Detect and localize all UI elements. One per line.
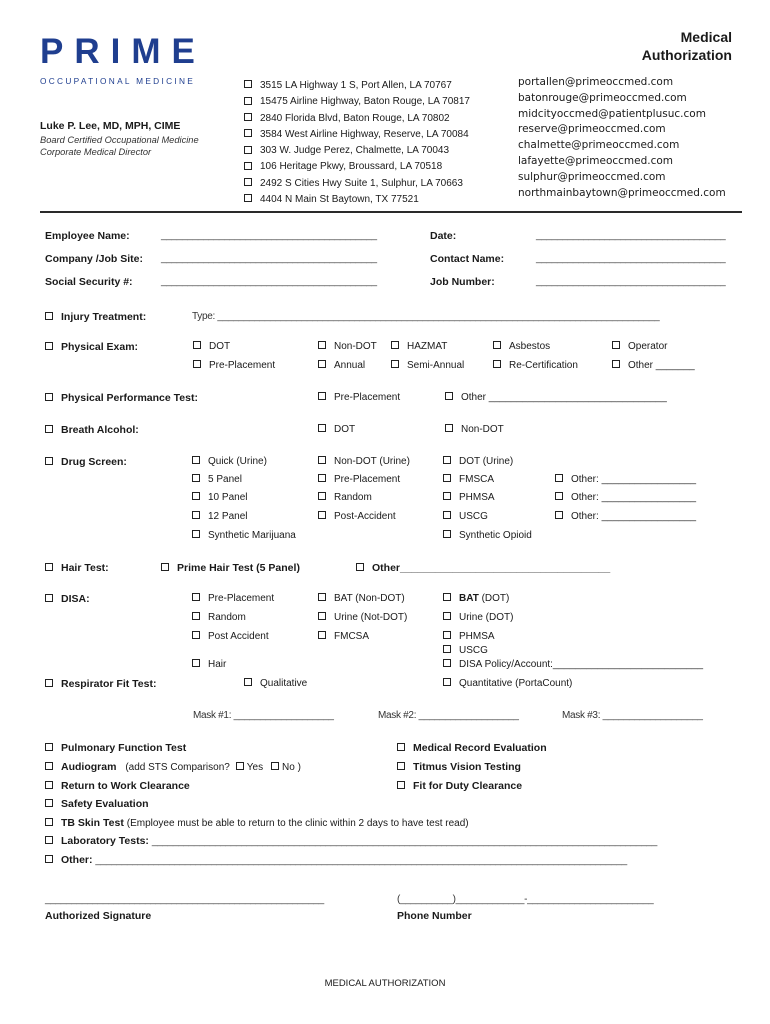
medical-record-evaluation-option[interactable]: Medical Record Evaluation xyxy=(397,742,547,754)
checkbox[interactable] xyxy=(318,492,326,500)
checkbox[interactable] xyxy=(244,678,252,686)
clinic-address-list xyxy=(244,78,470,208)
checkbox[interactable] xyxy=(192,612,200,620)
checkbox[interactable] xyxy=(192,511,200,519)
physical-exam-option[interactable]: Physical Exam: xyxy=(45,341,138,353)
mask-2-field[interactable]: Mask #2: ___________________ xyxy=(378,710,519,721)
audiogram-no-checkbox[interactable] xyxy=(271,762,279,770)
address-item[interactable]: 15475 Airline Highway, Baton Rouge, LA 70817 xyxy=(244,94,470,110)
checkbox[interactable] xyxy=(397,781,405,789)
disa-uscg-option[interactable]: USCG xyxy=(443,645,488,656)
physical-dot-option[interactable]: DOT xyxy=(193,341,230,352)
drug-synthetic-marijuana-option[interactable]: Synthetic Marijuana xyxy=(192,530,296,541)
doctor-title-2: Corporate Medical Director xyxy=(40,147,152,157)
checkbox[interactable] xyxy=(193,341,201,349)
drug-synthetic-opioid-option[interactable]: Synthetic Opioid xyxy=(443,530,532,541)
email-link[interactable]: reserve@primeoccmed.com xyxy=(518,123,666,136)
email-link[interactable]: portallen@primeoccmed.com xyxy=(518,76,674,88)
email-link[interactable]: sulphur@primeoccmed.com xyxy=(518,170,666,183)
checkbox[interactable] xyxy=(244,178,252,186)
physical-annual-option[interactable]: Annual xyxy=(318,360,365,371)
checkbox[interactable] xyxy=(192,593,200,601)
checkbox[interactable] xyxy=(318,341,326,349)
drug-pre-placement-option[interactable]: Pre-Placement xyxy=(318,474,400,485)
checkbox[interactable] xyxy=(244,146,252,154)
checkbox[interactable] xyxy=(445,392,453,400)
checkbox[interactable] xyxy=(391,341,399,349)
checkbox[interactable] xyxy=(443,645,451,653)
checkbox[interactable] xyxy=(318,612,326,620)
checkbox[interactable] xyxy=(45,836,53,844)
checkbox[interactable] xyxy=(612,341,620,349)
hair-test-option[interactable]: Hair Test: xyxy=(45,562,109,574)
address-item[interactable]: 4404 N Main St Baytown, TX 77521 xyxy=(244,192,470,208)
checkbox[interactable] xyxy=(318,474,326,482)
drug-5-panel-option[interactable]: 5 Panel xyxy=(192,474,242,485)
drug-dot-urine-option[interactable]: DOT (Urine) xyxy=(443,456,513,467)
doctor-name: Luke P. Lee, MD, MPH, CIME xyxy=(40,120,181,132)
drug-post-accident-option[interactable]: Post-Accident xyxy=(318,511,396,522)
checkbox[interactable] xyxy=(612,360,620,368)
address-item[interactable]: 3584 West Airline Highway, Reserve, LA 70084 xyxy=(244,127,470,143)
checkbox[interactable] xyxy=(244,162,252,170)
other-option[interactable]: Other: _____________________________________________________________________________________________________ xyxy=(45,854,627,866)
drug-fmsca-option[interactable]: FMSCA xyxy=(443,474,494,485)
contact-name-label: Contact Name: xyxy=(430,253,505,265)
drug-quick-urine-option[interactable]: Quick (Urine) xyxy=(192,456,267,467)
header-divider xyxy=(40,211,742,213)
drug-random-option[interactable]: Random xyxy=(318,492,372,503)
address-item[interactable]: 303 W. Judge Perez, Chalmette, LA 70043 xyxy=(244,143,470,159)
logo-subtitle: OCCUPATIONAL MEDICINE xyxy=(40,76,196,86)
job-number-label: Job Number: xyxy=(430,276,495,288)
checkbox[interactable] xyxy=(192,492,200,500)
breath-dot-option[interactable]: DOT xyxy=(318,424,355,435)
checkbox[interactable] xyxy=(244,113,252,121)
checkbox[interactable] xyxy=(192,474,200,482)
email-link[interactable]: chalmette@primeoccmed.com xyxy=(518,139,680,152)
checkbox[interactable] xyxy=(493,360,501,368)
breath-alcohol-option[interactable]: Breath Alcohol: xyxy=(45,424,139,436)
checkbox[interactable] xyxy=(443,456,451,464)
disa-pre-placement-option[interactable]: Pre-Placement xyxy=(192,593,274,604)
checkbox[interactable] xyxy=(45,457,53,465)
checkbox[interactable] xyxy=(192,530,200,538)
document-title xyxy=(642,28,732,64)
other-field: _____________________________________________________________________________________________________ xyxy=(95,855,627,866)
checkbox[interactable] xyxy=(244,80,252,88)
disa-urine-not-dot-option[interactable]: Urine (Not-DOT) xyxy=(318,612,407,623)
email-link[interactable]: batonrouge@primeoccmed.com xyxy=(518,91,687,104)
drug-screen-option[interactable]: Drug Screen: xyxy=(45,456,127,468)
mask-1-field[interactable]: Mask #1: ___________________ xyxy=(193,710,334,721)
drug-10-panel-option[interactable]: 10 Panel xyxy=(192,492,247,503)
checkbox[interactable] xyxy=(555,511,563,519)
contact-name-field[interactable]: ____________________________________ xyxy=(536,253,726,264)
laboratory-tests-field: ________________________________________________________________________________________________ xyxy=(151,836,657,847)
drug-phmsa-option[interactable]: PHMSA xyxy=(443,492,495,503)
authorized-signature-label: Authorized Signature xyxy=(45,910,152,922)
checkbox[interactable] xyxy=(493,341,501,349)
titmus-vision-option[interactable]: Titmus Vision Testing xyxy=(397,761,521,773)
physical-hazmat-option[interactable]: HAZMAT xyxy=(391,341,447,352)
prime-hair-test-option[interactable]: Prime Hair Test (5 Panel) xyxy=(161,562,300,574)
checkbox[interactable] xyxy=(45,799,53,807)
checkbox[interactable] xyxy=(244,194,252,202)
email-link[interactable]: northmainbaytown@primeoccmed.com xyxy=(518,186,726,199)
checkbox[interactable] xyxy=(397,762,405,770)
drug-other-option-3[interactable]: Other: _________________ xyxy=(555,511,696,522)
email-link[interactable]: midcityoccmed@patientplusuc.com xyxy=(518,107,706,120)
physical-recertification-option[interactable]: Re-Certification xyxy=(493,360,578,371)
checkbox[interactable] xyxy=(45,855,53,863)
disa-bat-dot-option[interactable]: BAT (DOT) xyxy=(443,593,509,604)
return-to-work-option[interactable]: Return to Work Clearance xyxy=(45,780,190,792)
checkbox[interactable] xyxy=(45,342,53,350)
checkbox[interactable] xyxy=(318,511,326,519)
checkbox[interactable] xyxy=(45,679,53,687)
disa-option[interactable]: DISA: xyxy=(45,593,90,605)
checkbox[interactable] xyxy=(318,593,326,601)
company-job-site-field[interactable]: _________________________________________ xyxy=(161,253,377,264)
disa-policy-account-option[interactable]: DISA Policy/Account:___________________________ xyxy=(443,659,703,670)
drug-other-option-2[interactable]: Other: _________________ xyxy=(555,492,696,503)
checkbox[interactable] xyxy=(45,762,53,770)
checkbox[interactable] xyxy=(244,97,252,105)
checkbox[interactable] xyxy=(443,678,451,686)
checkbox[interactable] xyxy=(443,593,451,601)
checkbox[interactable] xyxy=(356,563,364,571)
laboratory-tests-option[interactable]: Laboratory Tests: ________________________________________________________________________________________________ xyxy=(45,835,657,847)
checkbox[interactable] xyxy=(443,631,451,639)
disa-hair-option[interactable]: Hair xyxy=(192,659,226,670)
ssn-field[interactable]: _________________________________________ xyxy=(161,276,377,287)
physical-semi-annual-option[interactable]: Semi-Annual xyxy=(391,360,464,371)
physical-performance-option[interactable]: Physical Performance Test: xyxy=(45,392,198,404)
date-field[interactable]: ____________________________________ xyxy=(536,230,726,241)
address-item[interactable]: 3515 LA Highway 1 S, Port Allen, LA 70767 xyxy=(244,78,470,94)
phone-number-label: Phone Number xyxy=(397,910,472,922)
checkbox[interactable] xyxy=(443,530,451,538)
injury-type-field[interactable]: Type: ____________________________________________________________________________________ xyxy=(192,311,660,322)
checkbox[interactable] xyxy=(318,456,326,464)
checkbox[interactable] xyxy=(445,424,453,432)
clinic-email-list xyxy=(518,75,726,201)
checkbox[interactable] xyxy=(45,594,53,602)
respirator-fit-test-option[interactable]: Respirator Fit Test: xyxy=(45,678,156,690)
signature-field[interactable]: _____________________________________________________ xyxy=(45,894,324,905)
fit-for-duty-option[interactable]: Fit for Duty Clearance xyxy=(397,780,522,792)
hair-other-option[interactable]: Other____________________________________ xyxy=(356,562,610,574)
doctor-title-1: Board Certified Occupational Medicine xyxy=(40,135,199,145)
checkbox[interactable] xyxy=(443,612,451,620)
prime-logo: PRIME xyxy=(40,32,206,71)
checkbox[interactable] xyxy=(443,511,451,519)
safety-evaluation-option[interactable]: Safety Evaluation xyxy=(45,798,149,810)
disa-random-option[interactable]: Random xyxy=(192,612,246,623)
checkbox[interactable] xyxy=(555,492,563,500)
physical-non-dot-option[interactable]: Non-DOT xyxy=(318,341,377,352)
drug-12-panel-option[interactable]: 12 Panel xyxy=(192,511,247,522)
checkbox[interactable] xyxy=(318,360,326,368)
company-job-site-label: Company /Job Site: xyxy=(45,253,144,265)
breath-non-dot-option[interactable]: Non-DOT xyxy=(445,424,504,435)
checkbox[interactable] xyxy=(443,659,451,667)
checkbox[interactable] xyxy=(45,563,53,571)
disa-post-accident-option[interactable]: Post Accident xyxy=(192,631,269,642)
date-label: Date: xyxy=(430,230,457,242)
checkbox[interactable] xyxy=(45,312,53,320)
checkbox[interactable] xyxy=(318,392,326,400)
address-item[interactable]: 2492 S Cities Hwy Suite 1, Sulphur, LA 70663 xyxy=(244,176,470,192)
disa-urine-dot-option[interactable]: Urine (DOT) xyxy=(443,612,513,623)
respirator-quantitative-option[interactable]: Quantitative (PortaCount) xyxy=(443,678,572,689)
drug-non-dot-urine-option[interactable]: Non-DOT (Urine) xyxy=(318,456,410,467)
ssn-label: Social Security #: xyxy=(45,276,133,288)
checkbox[interactable] xyxy=(443,492,451,500)
drug-uscg-option[interactable]: USCG xyxy=(443,511,488,522)
checkbox[interactable] xyxy=(318,424,326,432)
address-item[interactable]: 2840 Florida Blvd, Baton Rouge, LA 70802 xyxy=(244,111,470,127)
respirator-qualitative-option[interactable]: Qualitative xyxy=(244,678,307,689)
checkbox[interactable] xyxy=(192,456,200,464)
checkbox[interactable] xyxy=(45,393,53,401)
pulmonary-function-option[interactable]: Pulmonary Function Test xyxy=(45,742,186,754)
physical-pre-placement-option[interactable]: Pre-Placement xyxy=(193,360,275,371)
checkbox[interactable] xyxy=(193,360,201,368)
checkbox[interactable] xyxy=(244,129,252,137)
audiogram-option[interactable]: Audiogram (add STS Comparison? Yes No ) xyxy=(45,761,301,773)
checkbox[interactable] xyxy=(555,474,563,482)
disa-fmcsa-option[interactable]: FMCSA xyxy=(318,631,369,642)
mask-3-field[interactable]: Mask #3: ___________________ xyxy=(562,710,703,721)
checkbox[interactable] xyxy=(45,818,53,826)
job-number-field[interactable]: ____________________________________ xyxy=(536,276,726,287)
physical-asbestos-option[interactable]: Asbestos xyxy=(493,341,550,352)
checkbox[interactable] xyxy=(397,743,405,751)
checkbox[interactable] xyxy=(45,781,53,789)
title-line-2: Authorization xyxy=(641,47,732,63)
checkbox[interactable] xyxy=(45,743,53,751)
phone-number-field[interactable]: (__________)_____________-________________________ xyxy=(397,894,654,905)
employee-name-label: Employee Name: xyxy=(45,230,130,242)
disa-phmsa-option[interactable]: PHMSA xyxy=(443,631,495,642)
physical-operator-option[interactable]: Operator xyxy=(612,341,667,352)
ppt-pre-placement-option[interactable]: Pre-Placement xyxy=(318,392,400,403)
title-line-1: Medical xyxy=(680,29,732,45)
audiogram-yes-checkbox[interactable] xyxy=(236,762,244,770)
checkbox[interactable] xyxy=(443,474,451,482)
employee-name-field[interactable]: _________________________________________ xyxy=(161,230,377,241)
address-item[interactable]: 106 Heritage Pkwy, Broussard, LA 70518 xyxy=(244,159,470,175)
checkbox[interactable] xyxy=(192,631,200,639)
disa-bat-non-dot-option[interactable]: BAT (Non-DOT) xyxy=(318,593,405,604)
checkbox[interactable] xyxy=(192,659,200,667)
email-link[interactable]: lafayette@primeoccmed.com xyxy=(518,154,674,167)
injury-treatment-option[interactable]: Injury Treatment: xyxy=(45,311,146,323)
footer-title: MEDICAL AUTHORIZATION xyxy=(324,978,446,989)
checkbox[interactable] xyxy=(45,425,53,433)
tb-skin-test-option[interactable]: TB Skin Test (Employee must be able to return to the clinic within 2 days to have test read) xyxy=(45,817,469,829)
physical-other-option[interactable]: Other _______ xyxy=(612,360,695,371)
drug-other-option-1[interactable]: Other: _________________ xyxy=(555,474,696,485)
ppt-other-option[interactable]: Other ________________________________ xyxy=(445,392,667,403)
checkbox[interactable] xyxy=(391,360,399,368)
checkbox[interactable] xyxy=(318,631,326,639)
checkbox[interactable] xyxy=(161,563,169,571)
